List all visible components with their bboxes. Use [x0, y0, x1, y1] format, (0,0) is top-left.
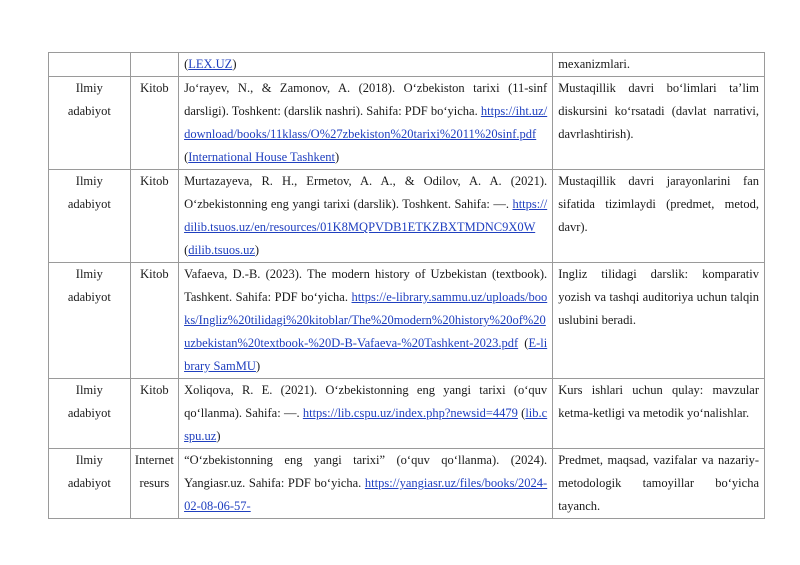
note-cell: Kurs ishlari uchun qulay: mavzular ketma-ketligi va metodik yo‘nalishlar.: [553, 379, 765, 449]
note-cell: Mustaqillik davri bo‘limlari ta’lim diskursini ko‘rsatadi (davlat narrativi, davrlashtirish).: [553, 77, 765, 170]
type-cell: Internet resurs: [130, 449, 178, 519]
note-cell: mexanizmlari.: [553, 53, 765, 77]
source-link[interactable]: dilib.tsuos.uz: [188, 243, 255, 257]
url-link[interactable]: https://yangiasr.uz/files/books/2024-02-08-06-57-: [184, 476, 548, 513]
paren-close: ): [232, 57, 237, 71]
source-link[interactable]: E-library SamMU: [184, 336, 548, 373]
citation-text: Murtazayeva, R. H., Ermetov, A. A., & Odilov, A. A. (2021). O‘zbekistonning eng yangi tarixi (darslik). Toshkent. Sahifa: —.: [184, 174, 548, 211]
table-row: [49, 170, 765, 263]
url-link[interactable]: https://dilib.tsuos.uz/en/resources/01K8MQPVDB1ETKZBXTMDNC9X0W: [184, 197, 548, 234]
table-row: [49, 263, 765, 379]
source-link[interactable]: LEX.UZ: [188, 57, 233, 71]
source-link[interactable]: International House Tashkent: [188, 150, 336, 164]
type-cell: Kitob: [130, 170, 178, 263]
url-link[interactable]: https://iht.uz/download/books/11klass/O%27zbekiston%20tarixi%2011%20sinf.pdf: [184, 104, 548, 141]
note-cell: Mustaqillik davri jarayonlarini fan sifatida tizimlaydi (predmet, metod, davr).: [553, 170, 765, 263]
citation-text: “O‘zbekistonning eng yangi tarixi” (o‘quv qo‘llanma). (2024). Yangiasr.uz. Sahifa: PDF bo‘yicha.: [184, 453, 548, 490]
citation-cell: Vafaeva, D.-B. (2023). The modern history of Uzbekistan (textbook). Tashkent. Sahifa: PDF bo‘yicha. https://e-library.sammu.uz/uploads/books/Ingliz%20tilidagi%20kitoblar/The%20modern%20history%20of%20uzbekistan%20textbook-%20D-B-Vafaeva-%20Tashkent-2023.pdf (E-library SamMU): [179, 263, 553, 379]
paren-open: (: [184, 57, 189, 71]
category-cell: [49, 53, 131, 77]
url-link[interactable]: https://e-library.sammu.uz/uploads/books/Ingliz%20tilidagi%20kitoblar/The%20modern%20history%20of%20uzbekistan%20textbook-%20D-B-Vafaeva-%20Tashkent-2023.pdf: [184, 290, 548, 350]
type-cell: Kitob: [130, 379, 178, 449]
table-row: [49, 379, 765, 449]
category-cell: Ilmiy adabiyot: [49, 379, 131, 449]
references-table: [48, 52, 765, 519]
citation-cell: Jo‘rayev, N., & Zamonov, A. (2018). O‘zbekiston tarixi (11-sinf darsligi). Toshkent: (darslik nashri). Sahifa: PDF bo‘yicha. https://iht.uz/download/books/11klass/O%27zbekiston%20tarixi%2011%20sinf.pdf (International House Tashkent): [179, 77, 553, 170]
citation-text: Xoliqova, R. E. (2021). O‘zbekistonning eng yangi tarixi (o‘quv qo‘llanma). Sahifa: —.: [184, 383, 548, 420]
table-row: [49, 77, 765, 170]
note-cell: Predmet, maqsad, vazifalar va nazariy-metodologik tamoyillar bo‘yicha tayanch.: [553, 449, 765, 519]
table-row: [49, 53, 765, 77]
url-link[interactable]: https://lib.cspu.uz/index.php?newsid=4479: [302, 406, 518, 420]
category-cell: Ilmiy adabiyot: [49, 449, 131, 519]
type-cell: Kitob: [130, 77, 178, 170]
source-link[interactable]: lib.cspu.uz: [184, 406, 548, 443]
category-cell: Ilmiy adabiyot: [49, 77, 131, 170]
citation-cell: [179, 449, 553, 519]
type-cell: [130, 53, 178, 77]
type-cell: Kitob: [130, 263, 178, 379]
citation-cell: Murtazayeva, R. H., Ermetov, A. A., & Odilov, A. A. (2021). O‘zbekistonning eng yangi tarixi (darslik). Toshkent. Sahifa: —. https://dilib.tsuos.uz/en/resources/01K8MQPVDB1ETKZBXTMDNC9X0W (dilib.tsuos.uz): [179, 170, 553, 263]
citation-cell: Xoliqova, R. E. (2021). O‘zbekistonning eng yangi tarixi (o‘quv qo‘llanma). Sahifa: —. https://lib.cspu.uz/index.php?newsid=4479 (lib.cspu.uz): [179, 379, 553, 449]
category-cell: Ilmiy adabiyot: [49, 170, 131, 263]
citation-cell: [179, 53, 553, 77]
citation-text: Vafaeva, D.-B. (2023). The modern history of Uzbekistan (textbook). Tashkent. Sahifa: PDF bo‘yicha.: [184, 267, 548, 304]
category-cell: Ilmiy adabiyot: [49, 263, 131, 379]
table-row: [49, 449, 765, 519]
citation-text: Jo‘rayev, N., & Zamonov, A. (2018). O‘zbekiston tarixi (11-sinf darsligi). Toshkent: (darslik nashri). Sahifa: PDF bo‘yicha.: [184, 81, 548, 118]
note-cell: Ingliz tilidagi darslik: komparativ yozish va tashqi auditoriya uchun talqin uslubini beradi.: [553, 263, 765, 379]
